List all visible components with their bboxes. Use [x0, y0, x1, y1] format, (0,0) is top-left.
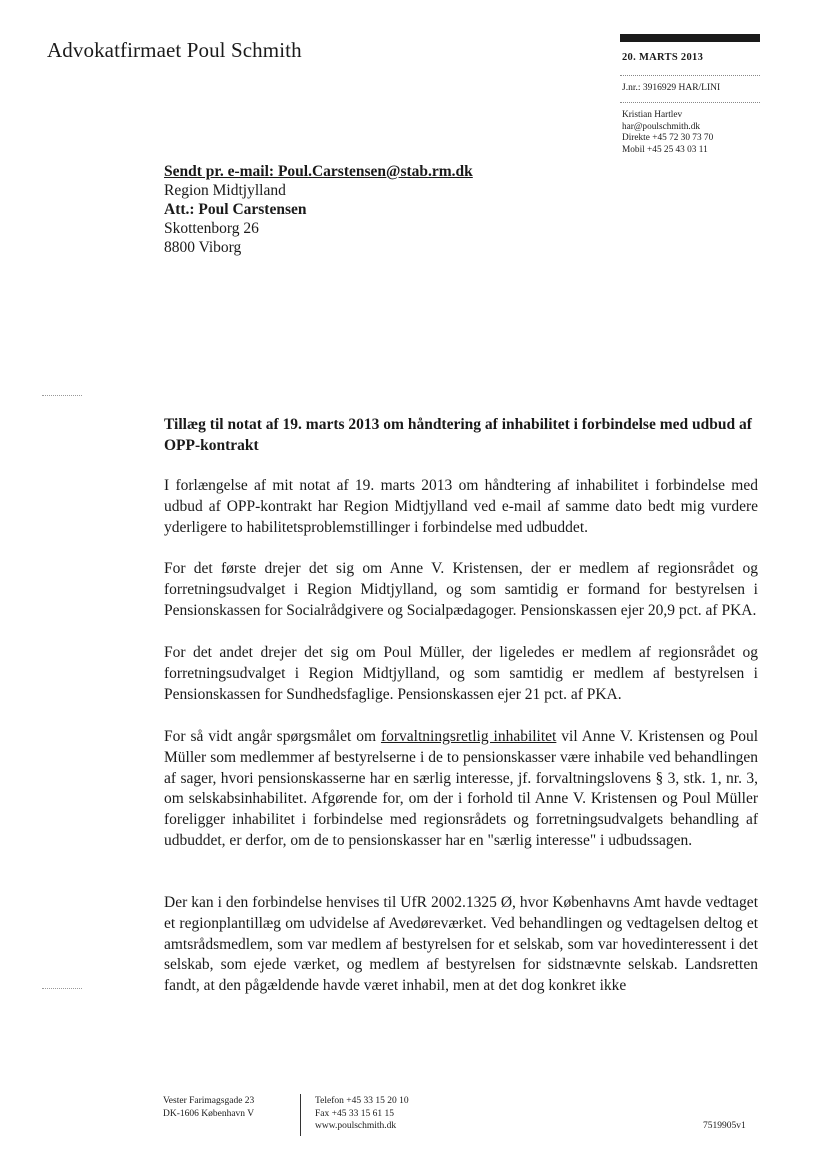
letter-subject: Tillæg til notat af 19. marts 2013 om håndtering af inhabilitet i forbindelse med udbud af OPP-kontrakt	[164, 416, 752, 454]
footer-website: www.poulschmith.dk	[315, 1121, 397, 1131]
recipient-city: 8800 Viborg	[164, 239, 242, 256]
paragraph-text: vil Anne V. Kristensen og Poul Müller som medlemmer af bestyrelserne i de to pensionskasser være inhabile ved behandlingen af sager, hvori pensionskasserne har en særlig interesse, jf. forvaltningslovens § 3, stk. 1, nr. 3, om selskabsinhabilitet. Afgørende for, om der i forhold til Anne V. Kristensen og Poul Müller foreligger inhabilitet i forbindelse med regionsrådets og forretningsudvalgets behandling af udbuddet, er derfor, om de to pensionskasser har en "særlig interesse" i udbudssagen.	[164, 728, 758, 849]
paragraph: Der kan i den forbindelse henvises til UfR 2002.1325 Ø, hvor Københavns Amt havde vedtaget et regionplantillæg om udvidelse af Avedøreværket. Ved behandlingen og vedtagelsen deltog et amtsrådsmedlem, som var medlem af bestyrelsen for et selskab, som var hovedinteressent i det selskab, som ejede værket, og medlem af bestyrelsen for sidstnævnte selskab. Landsretten fandt, at den pågældende havde været inhabil, men at det dog konkret ikke	[164, 894, 758, 995]
recipient-street: Skottenborg 26	[164, 220, 259, 237]
header-bar	[620, 34, 760, 42]
recipient-att: Att.: Poul Carstensen	[164, 201, 307, 218]
paragraph: For det første drejer det sig om Anne V. Kristensen, der er medlem af regionsrådet og forretningsudvalget i Region Midtjylland, og som samtidig er formand for bestyrelsen i Pensionskassen for Socialrådgivere og Socialpædagoger. Pensionskassen ejer 20,9 pct. af PKA.	[164, 560, 758, 619]
recipient-organisation: Region Midtjylland	[164, 182, 286, 199]
firm-name: Advokatfirmaet Poul Schmith	[47, 38, 302, 62]
letter-date: 20. MARTS 2013	[622, 52, 704, 63]
sender-direct-phone: Direkte +45 72 30 73 70	[622, 133, 714, 144]
paragraph: I forlængelse af mit notat af 19. marts 2013 om håndtering af inhabilitet i forbindelse med udbud af OPP-kontrakt har Region Midtjylland ved e-mail af samme dato bedt mig vurdere yderligere to habilitetsproblemstillinger i forbindelse med udbuddet.	[164, 477, 758, 536]
underlined-term: forvaltningsretlig inhabilitet	[380, 728, 557, 745]
fold-mark	[42, 988, 82, 989]
footer-contact	[315, 1095, 409, 1133]
sender-email: har@poulschmith.dk	[622, 121, 701, 132]
sender-contact	[622, 110, 713, 156]
footer-divider	[300, 1094, 301, 1136]
footer-address	[163, 1095, 254, 1120]
recipient-address	[164, 162, 473, 257]
sender-mobile: Mobil +45 25 43 03 11	[622, 144, 708, 155]
header-rule	[620, 75, 760, 76]
footer-fax: Fax +45 33 15 61 15	[315, 1108, 394, 1119]
sender-name: Kristian Hartlev	[622, 110, 683, 120]
paragraph: For det andet drejer det sig om Poul Müller, der ligeledes er medlem af regionsrådet og forretningsudvalget i Region Midtjylland, og som samtidig er medlem af bestyrelsen i Pensionskassen for Sundhedsfaglige. Pensionskassen ejer 21 pct. af PKA.	[164, 644, 758, 703]
footer-street: Vester Farimagsgade 23	[163, 1096, 255, 1106]
sent-by-email-line: Sendt pr. e-mail: Poul.Carstensen@stab.rm.dk	[164, 163, 473, 180]
paragraph-text: For så vidt angår spørgsmålet om	[164, 728, 381, 745]
document-id: 7519905v1	[703, 1121, 746, 1131]
footer-city: DK-1606 København V	[163, 1108, 255, 1119]
paragraph	[164, 727, 758, 852]
header-rule	[620, 102, 760, 103]
journal-number: J.nr.: 3916929 HAR/LINI	[622, 83, 721, 93]
footer-phone: Telefon +45 33 15 20 10	[315, 1096, 409, 1106]
fold-mark	[42, 395, 82, 396]
